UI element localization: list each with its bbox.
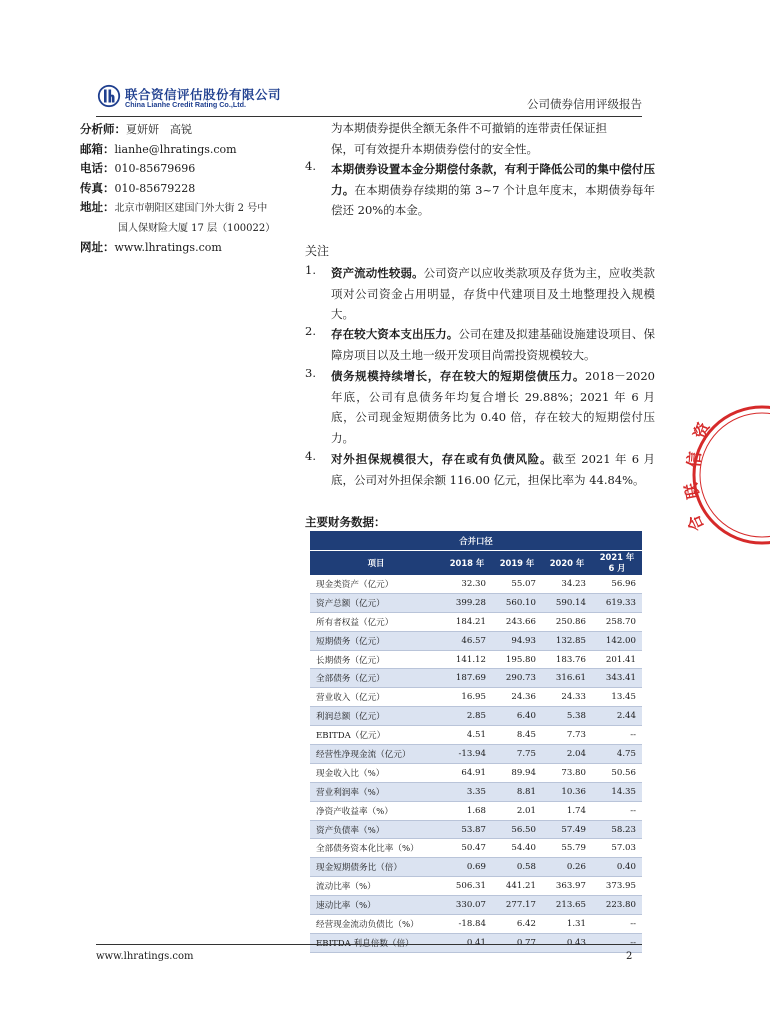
table-cell: 34.23 bbox=[542, 575, 592, 593]
continued-line2: 保，可有效提升本期债券偿付的安全性。 bbox=[331, 141, 538, 156]
table-cell: 0.77 bbox=[492, 933, 542, 952]
table-row-label: 长期债务（亿元） bbox=[310, 650, 442, 669]
col-header-2019: 2019 年 bbox=[492, 551, 542, 576]
table-row-label: EBITDA（亿元） bbox=[310, 726, 442, 745]
table-cell: 7.73 bbox=[542, 726, 592, 745]
table-cell: -18.84 bbox=[442, 915, 492, 934]
table-cell: 6.42 bbox=[492, 915, 542, 934]
table-row bbox=[310, 593, 642, 612]
table-cell: 89.94 bbox=[492, 763, 542, 782]
table-cell: 64.91 bbox=[442, 763, 492, 782]
table-row-label: 所有者权益（亿元） bbox=[310, 612, 442, 631]
concern-4-number: 4. bbox=[305, 449, 316, 463]
table-row-label: 流动比率（%） bbox=[310, 877, 442, 896]
table-cell: 250.86 bbox=[542, 612, 592, 631]
svg-text:联: 联 bbox=[681, 481, 703, 501]
continued-paragraph bbox=[331, 118, 655, 159]
table-cell: 1.31 bbox=[542, 915, 592, 934]
table-row bbox=[310, 858, 642, 877]
table-cell: 3.35 bbox=[442, 782, 492, 801]
table-cell: 58.23 bbox=[592, 820, 642, 839]
table-cell: 55.07 bbox=[492, 575, 542, 593]
financial-data-table bbox=[310, 531, 642, 953]
table-cell: 142.00 bbox=[592, 631, 642, 650]
table-row-label: 短期债务（亿元） bbox=[310, 631, 442, 650]
table-row bbox=[310, 726, 642, 745]
table-cell: 277.17 bbox=[492, 896, 542, 915]
table-row bbox=[310, 839, 642, 858]
concern-3-number: 3. bbox=[305, 366, 316, 380]
table-cell: 183.76 bbox=[542, 650, 592, 669]
table-cell: 73.80 bbox=[542, 763, 592, 782]
table-cell: 1.74 bbox=[542, 801, 592, 820]
table-cell: 55.79 bbox=[542, 839, 592, 858]
table-cell: 0.26 bbox=[542, 858, 592, 877]
concern-1-bold: 资产流动性较弱。 bbox=[331, 266, 424, 280]
email-value[interactable]: lianhe@lhratings.com bbox=[114, 142, 237, 156]
table-cell: 399.28 bbox=[442, 593, 492, 612]
table-cell: 6.40 bbox=[492, 707, 542, 726]
table-cell: 8.45 bbox=[492, 726, 542, 745]
svg-text:合: 合 bbox=[683, 511, 708, 535]
fax-value: 010-85679228 bbox=[114, 181, 196, 195]
table-cell: -- bbox=[592, 801, 642, 820]
table-row-label: 营业收入（亿元） bbox=[310, 688, 442, 707]
web-row bbox=[80, 238, 300, 258]
table-row bbox=[310, 801, 642, 820]
concern-4-bold: 对外担保规模很大，存在或有负债风险。 bbox=[331, 452, 553, 466]
address-row bbox=[80, 198, 300, 219]
table-cell: 24.33 bbox=[542, 688, 592, 707]
table-row-label: 现金类资产（亿元） bbox=[310, 575, 442, 593]
table-row bbox=[310, 896, 642, 915]
table-row-label: 现金收入比（%） bbox=[310, 763, 442, 782]
table-cell: 13.45 bbox=[592, 688, 642, 707]
table-cell: 316.61 bbox=[542, 669, 592, 688]
footer-website[interactable]: www.lhratings.com bbox=[96, 951, 194, 962]
table-cell: 343.41 bbox=[592, 669, 642, 688]
table-cell: 141.12 bbox=[442, 650, 492, 669]
table-cell: 8.81 bbox=[492, 782, 542, 801]
table-row bbox=[310, 877, 642, 896]
table-row-label: 全部债务资本化比率（%） bbox=[310, 839, 442, 858]
table-cell: 201.41 bbox=[592, 650, 642, 669]
footer-divider bbox=[96, 944, 642, 945]
table-row-label: 资产负债率（%） bbox=[310, 820, 442, 839]
table-row bbox=[310, 820, 642, 839]
table-cell: 506.31 bbox=[442, 877, 492, 896]
phone-label: 电话： bbox=[80, 161, 115, 175]
financial-table-title: 主要财务数据： bbox=[305, 515, 386, 529]
table-cell: 619.33 bbox=[592, 593, 642, 612]
table-cell: 0.41 bbox=[442, 933, 492, 952]
table-cell: 4.75 bbox=[592, 745, 642, 764]
table-cell: 330.07 bbox=[442, 896, 492, 915]
table-cell: 32.30 bbox=[442, 575, 492, 593]
table-group-header: 合并口径 bbox=[310, 531, 642, 551]
table-row-label: 经营性净现金流（亿元） bbox=[310, 745, 442, 764]
table-cell: 56.50 bbox=[492, 820, 542, 839]
concern-3-text: 2018－2020 年底，公司有息债务年均复合增长 29.88%；2021 年 6 月底，公司现金短期债务比为 0.40 倍，存在较大的短期偿付压力。 bbox=[331, 369, 655, 445]
table-cell: -- bbox=[592, 726, 642, 745]
table-row bbox=[310, 631, 642, 650]
table-cell: 2.85 bbox=[442, 707, 492, 726]
table-cell: 258.70 bbox=[592, 612, 642, 631]
report-type: 公司债券信用评级报告 bbox=[527, 97, 642, 111]
table-column-header-row bbox=[310, 551, 642, 576]
table-cell: 4.51 bbox=[442, 726, 492, 745]
header-divider bbox=[96, 116, 642, 117]
concern-1 bbox=[331, 263, 655, 325]
table-group-header-row bbox=[310, 531, 642, 551]
concerns-title: 关注 bbox=[305, 244, 330, 258]
web-label: 网址： bbox=[80, 240, 115, 254]
page-number: 2 bbox=[626, 951, 633, 962]
table-row-label: 资产总额（亿元） bbox=[310, 593, 442, 612]
table-row bbox=[310, 915, 642, 934]
table-row bbox=[310, 688, 642, 707]
table-cell: 0.69 bbox=[442, 858, 492, 877]
table-row bbox=[310, 650, 642, 669]
table-cell: 46.57 bbox=[442, 631, 492, 650]
company-logo-icon bbox=[98, 85, 120, 107]
concern-1-text: 公司资产以应收类款项及存货为主，应收类款项对公司资金占用明显，存货中代建项目及土地整理投入规模大。 bbox=[331, 266, 655, 322]
analyst-row bbox=[80, 120, 300, 140]
table-cell: -13.94 bbox=[442, 745, 492, 764]
table-row bbox=[310, 612, 642, 631]
table-row bbox=[310, 933, 642, 952]
concern-2-text: 公司在建及拟建基础设施建设项目、保障房项目以及土地一级开发项目尚需投资规模较大。 bbox=[331, 327, 656, 362]
table-row-label: 净资产收益率（%） bbox=[310, 801, 442, 820]
table-cell: 56.96 bbox=[592, 575, 642, 593]
concern-1-number: 1. bbox=[305, 263, 316, 277]
col-header-item: 项目 bbox=[310, 551, 442, 576]
table-cell: 184.21 bbox=[442, 612, 492, 631]
table-cell: 1.68 bbox=[442, 801, 492, 820]
table-cell: 441.21 bbox=[492, 877, 542, 896]
table-cell: 0.40 bbox=[592, 858, 642, 877]
email-row bbox=[80, 140, 300, 160]
analyst-label: 分析师： bbox=[80, 122, 126, 136]
item4-number: 4. bbox=[305, 159, 316, 173]
fax-row bbox=[80, 179, 300, 199]
address-label: 地址： bbox=[80, 200, 115, 214]
table-cell: 373.95 bbox=[592, 877, 642, 896]
item4-paragraph bbox=[331, 159, 655, 221]
table-row-label: 速动比率（%） bbox=[310, 896, 442, 915]
table-cell: 53.87 bbox=[442, 820, 492, 839]
table-row bbox=[310, 745, 642, 764]
table-cell: 24.36 bbox=[492, 688, 542, 707]
web-value[interactable]: www.lhratings.com bbox=[114, 241, 222, 254]
table-cell: 363.97 bbox=[542, 877, 592, 896]
table-cell: 195.80 bbox=[492, 650, 542, 669]
concern-4-text: 截至 2021 年 6 月底，公司对外担保余额 116.00 亿元，担保比率为 44.84%。 bbox=[331, 452, 655, 487]
table-cell: 2.01 bbox=[492, 801, 542, 820]
table-row-label: 经营现金流动负债比（%） bbox=[310, 915, 442, 934]
table-cell: 57.49 bbox=[542, 820, 592, 839]
analyst-value: 夏妍妍 高锐 bbox=[126, 123, 192, 136]
table-row-label: 利润总额（亿元） bbox=[310, 707, 442, 726]
phone-row bbox=[80, 159, 300, 179]
company-name-cn: 联合资信评估股份有限公司 bbox=[125, 87, 282, 102]
address-line2: 国人保财险大厦 17 层（100022） bbox=[118, 222, 276, 234]
continued-line1: 为本期债券提供全额无条件不可撤销的连带责任保证担 bbox=[331, 121, 607, 135]
item4-text: 在本期债券存续期的第 3~7 个计息年度末，本期债券每年偿还 20%的本金。 bbox=[331, 182, 656, 218]
table-row bbox=[310, 763, 642, 782]
table-cell: 213.65 bbox=[542, 896, 592, 915]
email-label: 邮箱： bbox=[80, 141, 115, 156]
financial-table-body bbox=[310, 575, 642, 952]
table-cell: 50.47 bbox=[442, 839, 492, 858]
table-cell: 14.35 bbox=[592, 782, 642, 801]
phone-value: 010-85679696 bbox=[114, 162, 196, 175]
table-cell: 7.75 bbox=[492, 745, 542, 764]
table-cell: -- bbox=[592, 933, 642, 952]
concern-2 bbox=[331, 324, 655, 365]
table-cell: 187.69 bbox=[442, 669, 492, 688]
table-row bbox=[310, 707, 642, 726]
table-cell: 290.73 bbox=[492, 669, 542, 688]
table-cell: 132.85 bbox=[542, 631, 592, 650]
table-cell: 54.40 bbox=[492, 839, 542, 858]
table-row bbox=[310, 669, 642, 688]
fax-label: 传真： bbox=[80, 180, 115, 195]
table-cell: 2.44 bbox=[592, 707, 642, 726]
company-seal-stamp bbox=[681, 380, 770, 570]
col-header-2020: 2020 年 bbox=[542, 551, 592, 576]
concern-3 bbox=[331, 366, 655, 448]
table-row bbox=[310, 782, 642, 801]
contact-block bbox=[80, 120, 300, 258]
concern-2-bold: 存在较大资本支出压力。 bbox=[331, 327, 459, 341]
col-header-2018: 2018 年 bbox=[442, 551, 492, 576]
table-cell: 50.56 bbox=[592, 763, 642, 782]
table-cell: 223.80 bbox=[592, 896, 642, 915]
table-cell: 16.95 bbox=[442, 688, 492, 707]
concern-4 bbox=[331, 449, 655, 490]
table-cell: 0.43 bbox=[542, 933, 592, 952]
table-row-label: 营业利润率（%） bbox=[310, 782, 442, 801]
table-cell: 10.36 bbox=[542, 782, 592, 801]
table-cell: 2.04 bbox=[542, 745, 592, 764]
table-cell: 560.10 bbox=[492, 593, 542, 612]
table-row-label: 现金短期债务比（倍） bbox=[310, 858, 442, 877]
table-cell: 243.66 bbox=[492, 612, 542, 631]
table-cell: 0.58 bbox=[492, 858, 542, 877]
col-header-2021h1: 2021 年 6 月 bbox=[592, 551, 642, 576]
table-cell: -- bbox=[592, 915, 642, 934]
item4-bold: 本期债券设置本金分期偿付条款，有利于降低公司的集中偿付压力。 bbox=[331, 162, 655, 197]
concern-2-number: 2. bbox=[305, 324, 316, 338]
table-cell: 94.93 bbox=[492, 631, 542, 650]
svg-text:资: 资 bbox=[689, 419, 714, 442]
table-row-label: 全部债务（亿元） bbox=[310, 669, 442, 688]
table-row bbox=[310, 575, 642, 593]
svg-text:信: 信 bbox=[684, 450, 705, 469]
table-cell: 57.03 bbox=[592, 839, 642, 858]
table-cell: 5.38 bbox=[542, 707, 592, 726]
table-row-label: EBITDA 利息倍数（倍） bbox=[310, 933, 442, 952]
address-line1: 北京市朝阳区建国门外大街 2 号中 bbox=[114, 203, 268, 214]
company-name-en: China Lianhe Credit Rating Co.,Ltd. bbox=[125, 100, 246, 109]
table-cell: 590.14 bbox=[542, 593, 592, 612]
concern-3-bold: 债务规模持续增长，存在较大的短期偿债压力。 bbox=[331, 369, 585, 383]
